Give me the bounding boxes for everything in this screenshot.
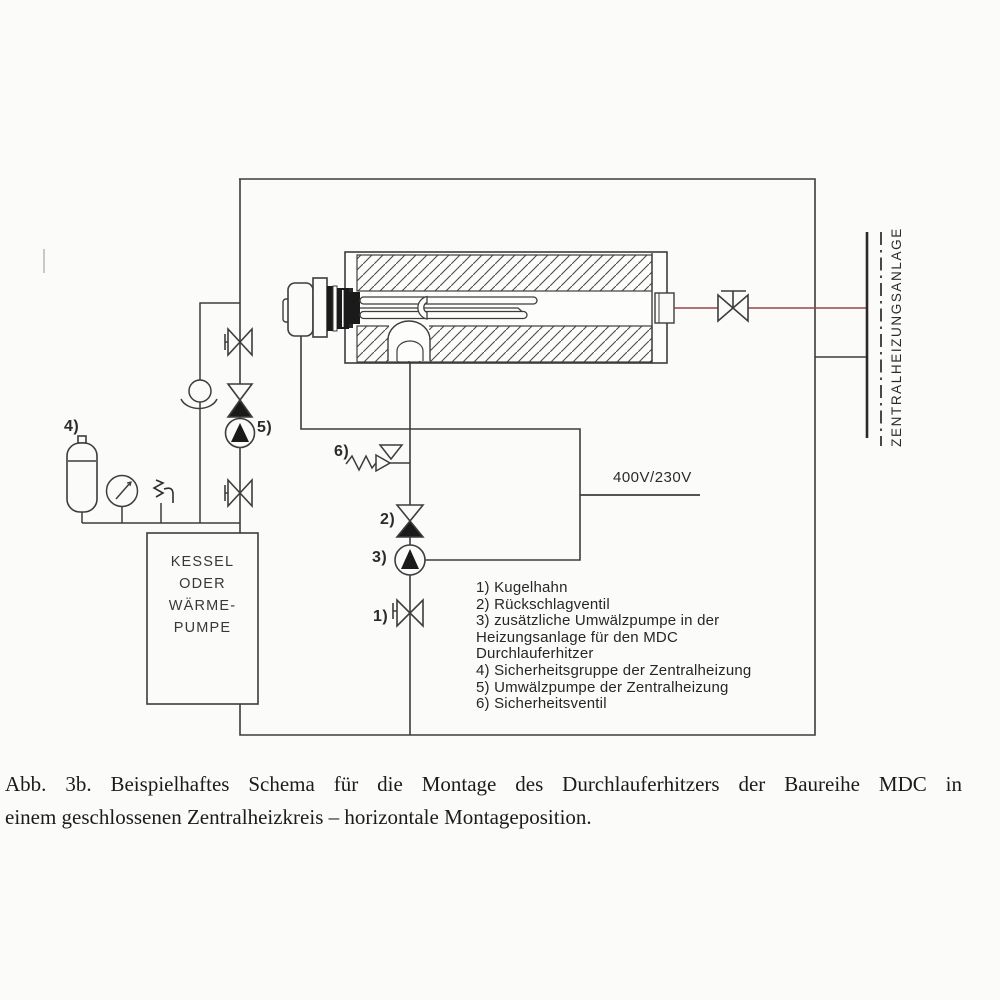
callout-5: 5) [257, 419, 273, 436]
pressure-gauge [107, 476, 138, 507]
legend-item: 2) Rückschlagventil [476, 595, 610, 613]
callout-6: 6) [334, 443, 350, 460]
boiler-label-line: KESSEL [170, 554, 235, 570]
ball-valve-bottom-left [225, 480, 252, 506]
vessel-nipple [78, 436, 86, 443]
ball-valve-top-left [225, 329, 252, 355]
legend-item: 4) Sicherheitsgruppe der Zentralheizung [476, 661, 752, 679]
legend-item: 3) zusätzliche Umwälzpumpe in der Heizungsanlage für den MDC Durchlauferhitzer [476, 612, 720, 663]
air-vent-icon [154, 480, 173, 503]
legend-item: 1) Kugelhahn [476, 579, 568, 596]
check-valve-2 [397, 505, 423, 537]
boiler-label-line: WÄRME- [168, 598, 237, 614]
ball-valve-hot-line [718, 291, 748, 321]
pump-3-symbol [395, 545, 425, 575]
legend-item: 5) Umwälzpumpe der Zentralheizung [476, 678, 729, 696]
drain-dome [388, 321, 430, 361]
legend-item: 6) Sicherheitsventil [476, 695, 607, 713]
electrical-wiring [301, 336, 700, 560]
safety-valve-6 [346, 445, 410, 471]
callout-3: 3) [372, 549, 388, 566]
check-valve-left [228, 384, 252, 417]
figure-caption [5, 768, 962, 834]
scan-artifact [43, 249, 45, 273]
pump-5-symbol [226, 419, 255, 448]
central-heating-label: ZENTRALHEIZUNGSANLAGE [889, 227, 904, 447]
caption-line-2: einem geschlossenen Zentralheizkreis – horizontale Montageposition. [5, 805, 592, 829]
caption-line-1: Abb. 3b. Beispielhaftes Schema für die Montage des Durchlauferhitzers der Baureihe MDC in [5, 772, 962, 796]
callout-2: 2) [380, 511, 396, 528]
water-heater [283, 252, 674, 363]
legend [476, 580, 786, 713]
callout-1: 1) [373, 608, 389, 625]
voltage-label: 400V/230V [613, 469, 692, 486]
electrical-cap [283, 278, 349, 337]
air-separator-icon [189, 380, 211, 402]
zentralheizung-bar [815, 232, 881, 446]
spring-zigzag [346, 456, 376, 470]
ball-valve-1 [393, 600, 423, 626]
safety-group-line [82, 503, 240, 523]
callout-4: 4) [64, 418, 80, 435]
expansion-vessel [67, 436, 97, 512]
element-flange [348, 292, 360, 324]
boiler-label-line: PUMPE [173, 620, 232, 636]
boiler-label [147, 551, 258, 639]
boiler-label-line: ODER [179, 576, 226, 592]
heater-hatch-top [357, 255, 652, 291]
